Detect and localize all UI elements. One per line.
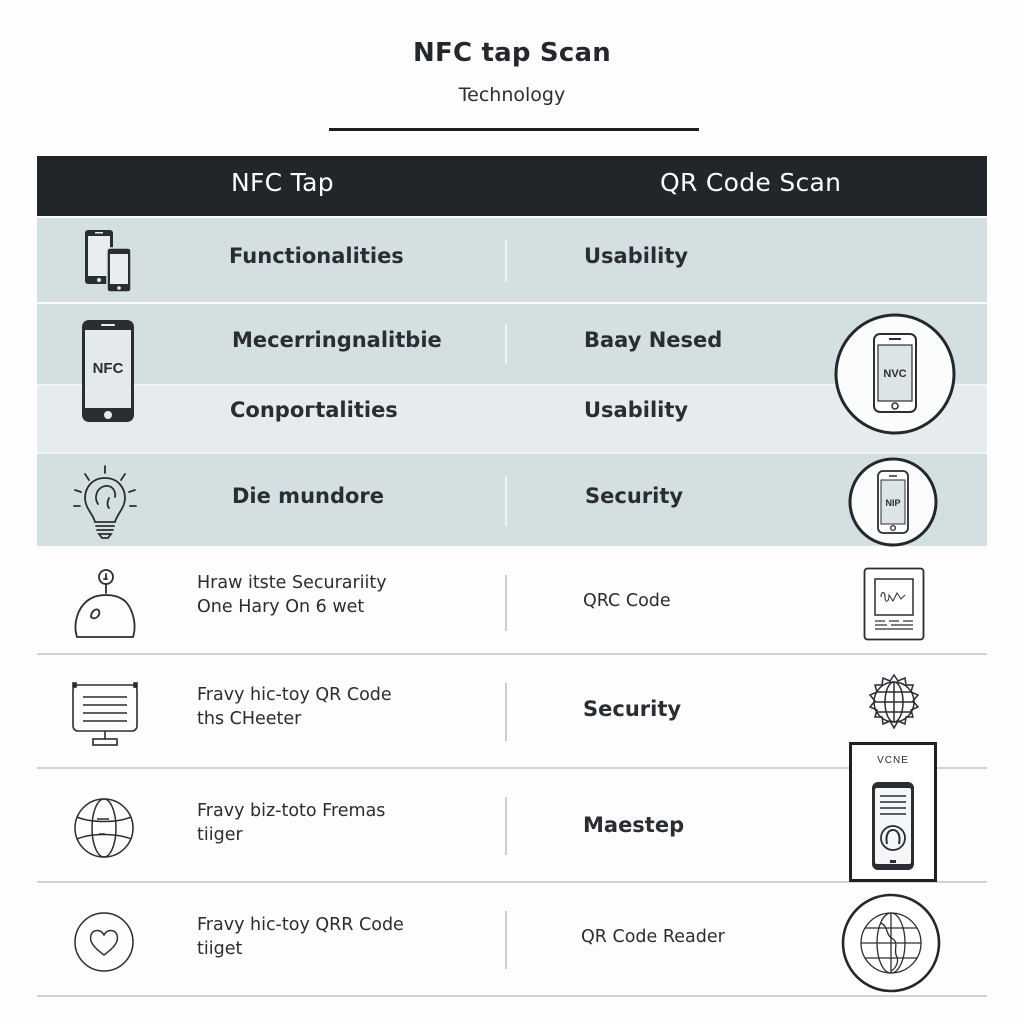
circled-phone-icon[interactable] xyxy=(847,456,939,548)
nfc-cell: Mecerringnalitbie xyxy=(232,328,442,352)
nfc-phone-icon xyxy=(79,318,137,424)
column-divider xyxy=(505,324,507,364)
qr-cell: Usability xyxy=(584,244,689,268)
page-subtitle: Technology xyxy=(458,84,566,106)
svg-text:VCNE: VCNE xyxy=(877,755,909,766)
globe-icon xyxy=(73,797,135,859)
qr-cell: Usability xyxy=(584,398,689,422)
qr-cell: QRC Code xyxy=(583,591,671,611)
qr-cell: Security xyxy=(583,697,682,721)
nfc-cell-line1: Hraw itste Securariity xyxy=(197,573,387,593)
circled-globe-icon[interactable] xyxy=(841,893,941,993)
nfc-cell-line1: Fravy biz-toto Fremas xyxy=(197,801,386,821)
circled-phone-icon[interactable] xyxy=(833,312,957,436)
nfc-cell-line2: tiiget xyxy=(197,939,243,959)
table-row xyxy=(37,454,987,546)
title-divider xyxy=(329,128,699,131)
qr-card-icon[interactable] xyxy=(863,567,925,641)
nfc-cell-line2: tiiger xyxy=(197,825,243,845)
nfc-cell-line2: One Hary On 6 wet xyxy=(197,597,365,617)
qr-cell: QR Code Reader xyxy=(581,927,725,947)
dual-phone-icon xyxy=(83,228,135,294)
qr-cell: Baay Nesed xyxy=(584,328,723,352)
column-divider xyxy=(505,683,507,741)
svg-text:NFC: NFC xyxy=(92,360,124,377)
table-row xyxy=(37,769,987,883)
column-divider xyxy=(505,476,507,526)
column-divider xyxy=(505,797,507,855)
table-header xyxy=(37,156,987,216)
nfc-cell: Die mundore xyxy=(232,484,385,508)
column-divider xyxy=(505,240,507,282)
phone-card-icon[interactable] xyxy=(849,742,937,882)
svg-text:NIP: NIP xyxy=(885,498,901,508)
column-divider xyxy=(505,575,507,631)
nfc-cell-line1: Fravy hic-toy QR Code xyxy=(197,685,392,705)
nfc-cell-line1: Fravy hic-toy QRR Code xyxy=(197,915,404,935)
svg-text:NVC: NVC xyxy=(883,368,907,380)
table-row xyxy=(37,883,987,997)
table-row xyxy=(37,547,987,655)
column-header-nfc-tap: NFC Tap xyxy=(231,168,334,197)
globe-gear-icon[interactable] xyxy=(865,673,923,731)
table-row xyxy=(37,655,987,769)
heart-circle-icon xyxy=(73,911,135,973)
lightbulb-icon xyxy=(71,464,139,544)
service-bell-icon xyxy=(71,565,139,641)
nfc-cell-line2: ths CHeeter xyxy=(197,709,302,729)
table-row xyxy=(37,218,987,302)
column-divider xyxy=(505,911,507,969)
nfc-cell: Functionalities xyxy=(229,244,404,268)
column-header-qr-code-scan: QR Code Scan xyxy=(660,168,842,197)
nfc-cell: Conpoгtalities xyxy=(230,398,398,422)
page-title: NFC tap Scan xyxy=(413,38,611,68)
qr-cell: Security xyxy=(585,484,684,508)
qr-cell: Maestep xyxy=(583,813,685,837)
monitor-icon xyxy=(71,681,139,747)
